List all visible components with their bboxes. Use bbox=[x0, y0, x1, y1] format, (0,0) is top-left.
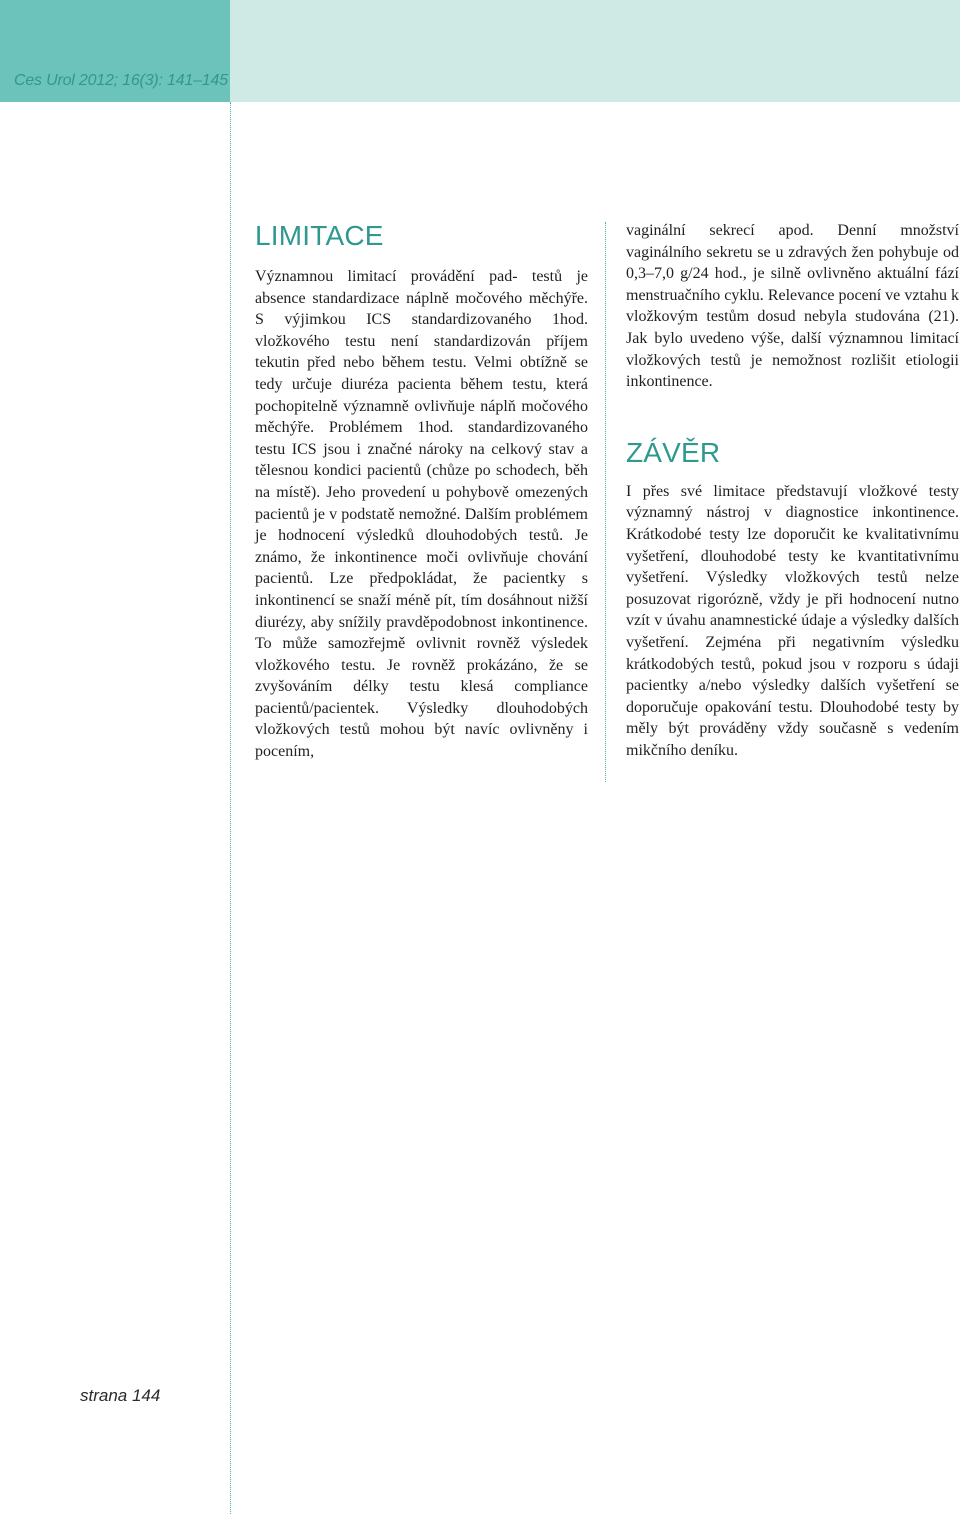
right-column bbox=[626, 220, 959, 761]
section-title-limitace: LIMITACE bbox=[255, 220, 384, 251]
limitace-continuation-paragraph: vaginální sekrecí apod. Denní množství vaginálního sekretu se u zdravých žen pohybuje od 0,3–7,0 g/24 hod., je silně ovlivněno aktuální fází menstruačního cyklu. Relevance pocení ve vztahu k vložkovým testům dosud nebyla studována (21). Jak bylo uvedeno výše, další významnou limitací vložkových testů je nemožnost rozlišit etiologii inkontinence. bbox=[626, 222, 959, 391]
page-number: strana 144 bbox=[80, 1386, 161, 1405]
journal-reference: Ces Urol 2012; 16(3): 141–145 bbox=[14, 72, 228, 89]
header-band-light bbox=[230, 0, 960, 102]
left-column bbox=[255, 220, 588, 763]
left-margin-divider bbox=[230, 102, 231, 1514]
zaver-paragraph: I přes své limitace představují vložkové testy významný nástroj v diagnostice inkontinence. Krátkodobé testy lze doporučit ke kvalitativnímu vyšetření, dlouhodobé testy ke kvantitativnímu vyšetření. Výsledky vložkových testů nelze posuzovat rigorózně, vždy je při hodnocení nutno vzít v úvahu anamnestické údaje a výsledky dalších vyšetření. Zejména při negativním výsledku krátkodobých testů, pokud jsou v rozporu s údaji pacientky a/nebo výsledky dalších vyšetření se doporučuje opakování testu. Dlouhodobé testy by měly být prováděny vždy současně s vedením mikčního deníku. bbox=[626, 482, 959, 759]
column-divider bbox=[605, 222, 606, 782]
limitace-paragraph: Významnou limitací provádění pad- testů je absence standardizace náplně močového měchýře. S výjimkou ICS standardizovaného 1hod. vložkového testu není standardizován příjem tekutin před nebo během testu. Velmi obtížně se tedy určuje diuréza pacienta během testu, která pochopitelně významně ovlivňuje náplň močového měchýře. Problémem 1hod. standardizovaného testu ICS jsou i značné nároky na celkový stav a tělesnou kondici pacientů (chůze po schodech, běh na místě). Jeho provedení u pohybově omezených pacientů je v podstatě nemožné. Dalším problémem je hodnocení výsledků dlouhodobých testů. Je známo, že inkontinence moči ovlivňuje chování pacientů. Lze předpokládat, že pacientky s inkontinencí se snaží méně pít, tím dosáhnout nižší diurézy, aby snížily pravděpodobnost inkontinence. To může samozřejmě ovlivnit rovněž výsledek vložkového testu. Je rovněž prokázáno, že se zvyšováním délky testu klesá compliance pacientů/pacientek. Výsledky dlouhodobých vložkových testů mohou být navíc ovlivněny i pocením, bbox=[255, 268, 588, 761]
section-title-zaver: ZÁVĚR bbox=[626, 436, 721, 468]
